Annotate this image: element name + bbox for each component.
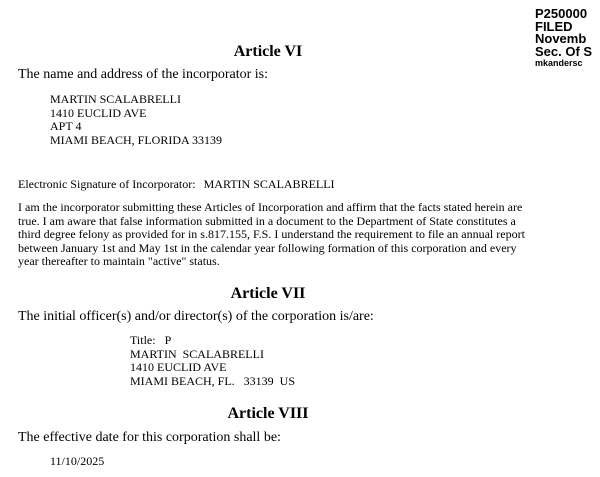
- signature-name: MARTIN SCALABRELLI: [203, 177, 335, 191]
- affirmation-paragraph: [18, 201, 584, 269]
- affirmation-line: I am the incorporator submitting these Articles of Incorporation and affirm that the facts stated herein are: [18, 200, 523, 214]
- effective-date: 11/10/2025: [50, 454, 105, 468]
- affirmation-line: year thereafter to maintain "active" status.: [18, 254, 220, 268]
- address-line: APT 4: [50, 119, 82, 133]
- filed-date: Novemb: [535, 31, 587, 46]
- article-8-heading: Article VIII: [227, 405, 309, 422]
- address-line: MARTIN SCALABRELLI: [50, 92, 181, 106]
- affirmation-line: true. I am aware that false information submitted in a document to the Department of State constitutes a: [18, 213, 516, 228]
- electronic-signature: [18, 177, 335, 191]
- article-7-heading: Article VII: [230, 285, 306, 302]
- article-6-intro: The name and address of the incorporator is:: [18, 67, 268, 82]
- filing-stamp: [535, 8, 592, 69]
- incorporator-address: [50, 93, 222, 147]
- filed-label: FILED: [535, 18, 573, 34]
- affirmation-line: between January 1st and May 1st in the calendar year following formation of this corporation and every: [18, 240, 517, 255]
- address-line: 1410 EUCLID AVE: [50, 105, 147, 120]
- officer-name: MARTIN SCALABRELLI: [130, 346, 264, 361]
- address-line: MIAMI BEACH, FLORIDA 33139: [50, 132, 223, 147]
- filer-id: mkandersc: [535, 58, 583, 68]
- signature-label: Electronic Signature of Incorporator:: [18, 177, 196, 191]
- article-7-intro: The initial officer(s) and/or director(s) of the corporation is/are:: [18, 309, 374, 324]
- affirmation-line: third degree felony as provided for in s.817.155, F.S. I understand the requirement to file an annual report: [18, 227, 525, 241]
- officer-city: MIAMI BEACH, FL. 33139 US: [130, 373, 296, 388]
- sec-of-state: Sec. Of S: [535, 43, 593, 59]
- filing-number: P250000: [535, 6, 588, 21]
- article-8-intro: The effective date for this corporation shall be:: [18, 430, 281, 445]
- article-6-heading: Article VI: [233, 43, 303, 60]
- officer-title: Title: P: [130, 333, 172, 347]
- officer-street: 1410 EUCLID AVE: [130, 360, 227, 374]
- officer-block: [130, 334, 295, 388]
